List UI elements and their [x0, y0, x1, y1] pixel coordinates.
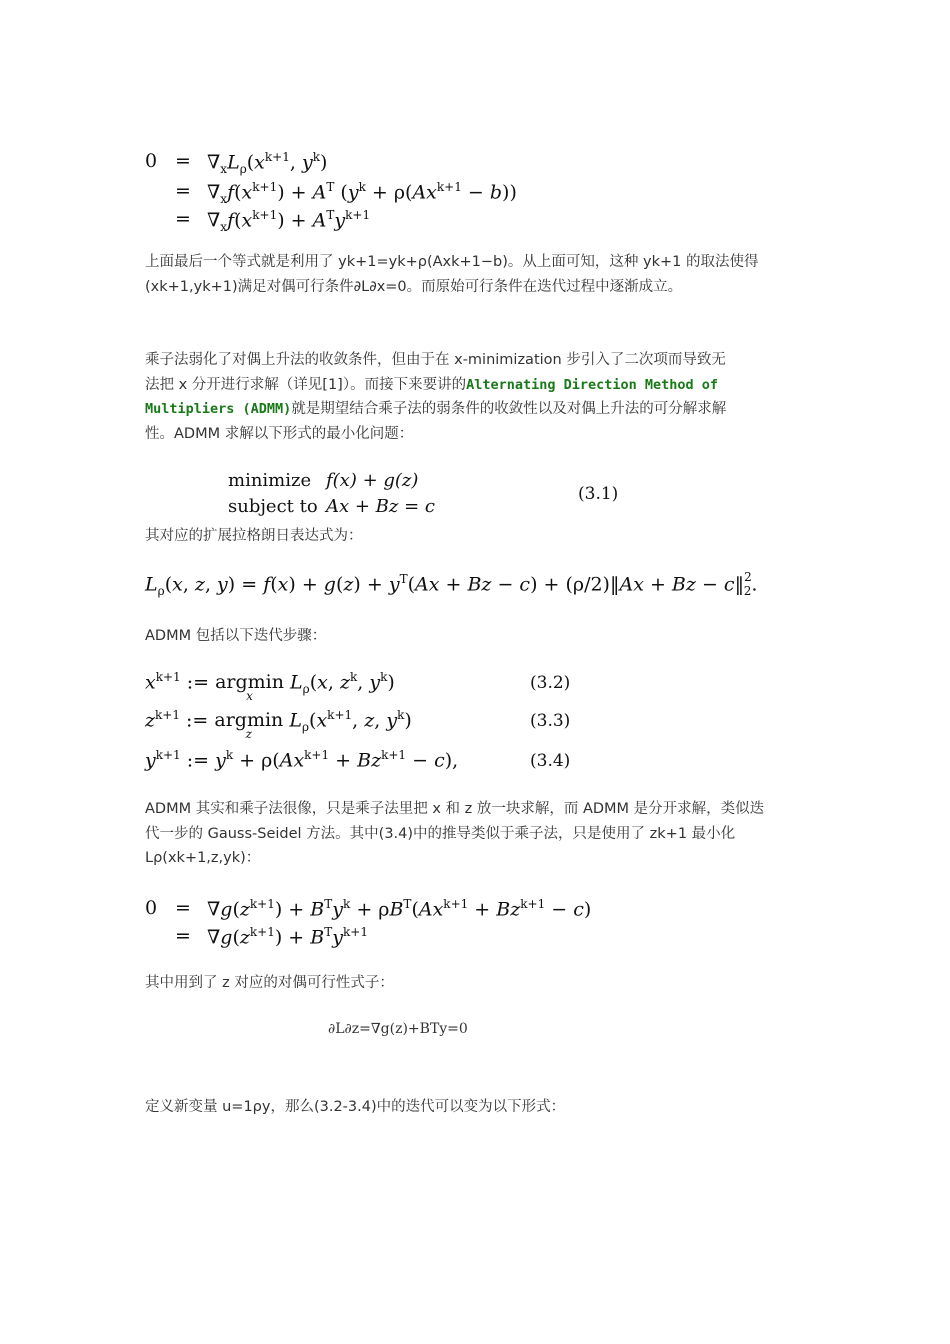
paragraph-5-line-3: Lρ(xk+1,z,yk)： — [145, 850, 261, 866]
paragraph-7: 定义新变量 u=1ρy，那么(3.2-3.4)中的迭代可以变为以下形式： — [145, 1099, 566, 1115]
problem-3-1 — [228, 470, 628, 522]
admm-link-part-1[interactable]: Alternating Direction Method of — [466, 376, 719, 393]
equation-block-1: 0 = $\nabla_xL_\rho(x^{k+1}$, $y^k$) = $\nabla_xf(x^{k+1}) + A^T$ $(y^k + \rho(Ax^{k+1} - b))$ = $\nabla_xf(x^{k+1}) + A^Ty^{k+1}$ — [145, 150, 517, 235]
paragraph-1-line-2: (xk+1,yk+1)满足对偶可行条件∂L∂x=0。而原始可行条件在迭代过程中逐渐成立。 — [145, 278, 683, 295]
paragraph-2 — [145, 348, 810, 446]
paragraph-2-line-3-text: 就是期望结合乘子法的弱条件的收敛性以及对偶上升法的可分解求解 — [291, 401, 727, 417]
paragraph-2-line-2-text: 法把 x 分开进行求解（详见[1]）。而接下来要讲的 — [145, 376, 467, 393]
equation-number-3-4: (3.4) — [530, 751, 571, 771]
paragraph-5-line-1: ADMM 其实和乘子法很像，只是乘子法里把 x 和 z 放一块求解，而 ADMM 是分开求解，类似迭 — [145, 801, 765, 817]
subject-to-expression: Ax + Bz = c — [326, 496, 435, 517]
minimize-label: minimize — [228, 470, 312, 491]
equation-number-3-1: (3.1) — [578, 484, 619, 504]
dual-feasibility-formula: ∂L∂z=∇g(z)+BTy=0 — [328, 1021, 468, 1037]
iteration-z-update: $z^{k+1}$ := argmin z $L_\rho(x^{k+1}$, z, $y^k$) — [145, 708, 412, 742]
paragraph-2-line-1: 乘子法弱化了对偶上升法的收敛条件，但由于在 x-minimization 步引入了二次项而导致无 — [145, 352, 726, 368]
paragraph-1 — [145, 250, 810, 299]
paragraph-2-line-4: 性。ADMM 求解以下形式的最小化问题： — [145, 425, 414, 442]
equation-number-3-2: (3.2) — [530, 673, 571, 693]
paragraph-5-line-2: 代一步的 Gauss-Seidel 方法。其中(3.4)中的推导类似于乘子法，只是使用了 zk+1 最小化 — [145, 825, 736, 842]
equation-number-3-3: (3.3) — [530, 711, 571, 731]
augmented-lagrangian-equation: $L_\rho(x$, z, $y) = f(x) + g(z) + y^T(Ax + Bz - c)$ + (ρ/2)‖Ax + Bz − c‖$^2_2$. — [145, 570, 758, 599]
minimize-expression: f(x) + g(z) — [326, 470, 419, 491]
paragraph-2-line-3 — [145, 397, 810, 422]
paragraph-5 — [145, 797, 810, 871]
paragraph-6: 其中用到了 z 对应的对偶可行性式子： — [145, 975, 394, 991]
paragraph-4: ADMM 包括以下迭代步骤： — [145, 628, 327, 644]
paragraph-1-line-1: 上面最后一个等式就是利用了 yk+1=yk+ρ(Axk+1−b)。从上面可知，这种 yk+1 的取法使得 — [145, 254, 759, 270]
subject-to-label: subject to — [228, 496, 318, 517]
paragraph-3: 其对应的扩展拉格朗日表达式为： — [145, 528, 363, 544]
iteration-x-update: $x^{k+1}$ := argmin x $L_\rho(x$, $z^k$, $y^k$) — [145, 670, 395, 704]
equation-block-2: 0 = $\nabla g(z^{k+1}) + B^Ty^k + \rho B^T(Ax^{k+1} + Bz^{k+1} - c)$ = $\nabla g(z^{k+1}) + B^Ty^{k+1}$ — [145, 897, 592, 949]
iteration-y-update: $y^{k+1}$ := $y^k + \rho(Ax^{k+1} + Bz^{k+1} - c)$, — [145, 748, 459, 772]
paragraph-2-line-2 — [145, 373, 810, 398]
admm-link-part-2[interactable]: Multipliers (ADMM) — [145, 401, 292, 417]
